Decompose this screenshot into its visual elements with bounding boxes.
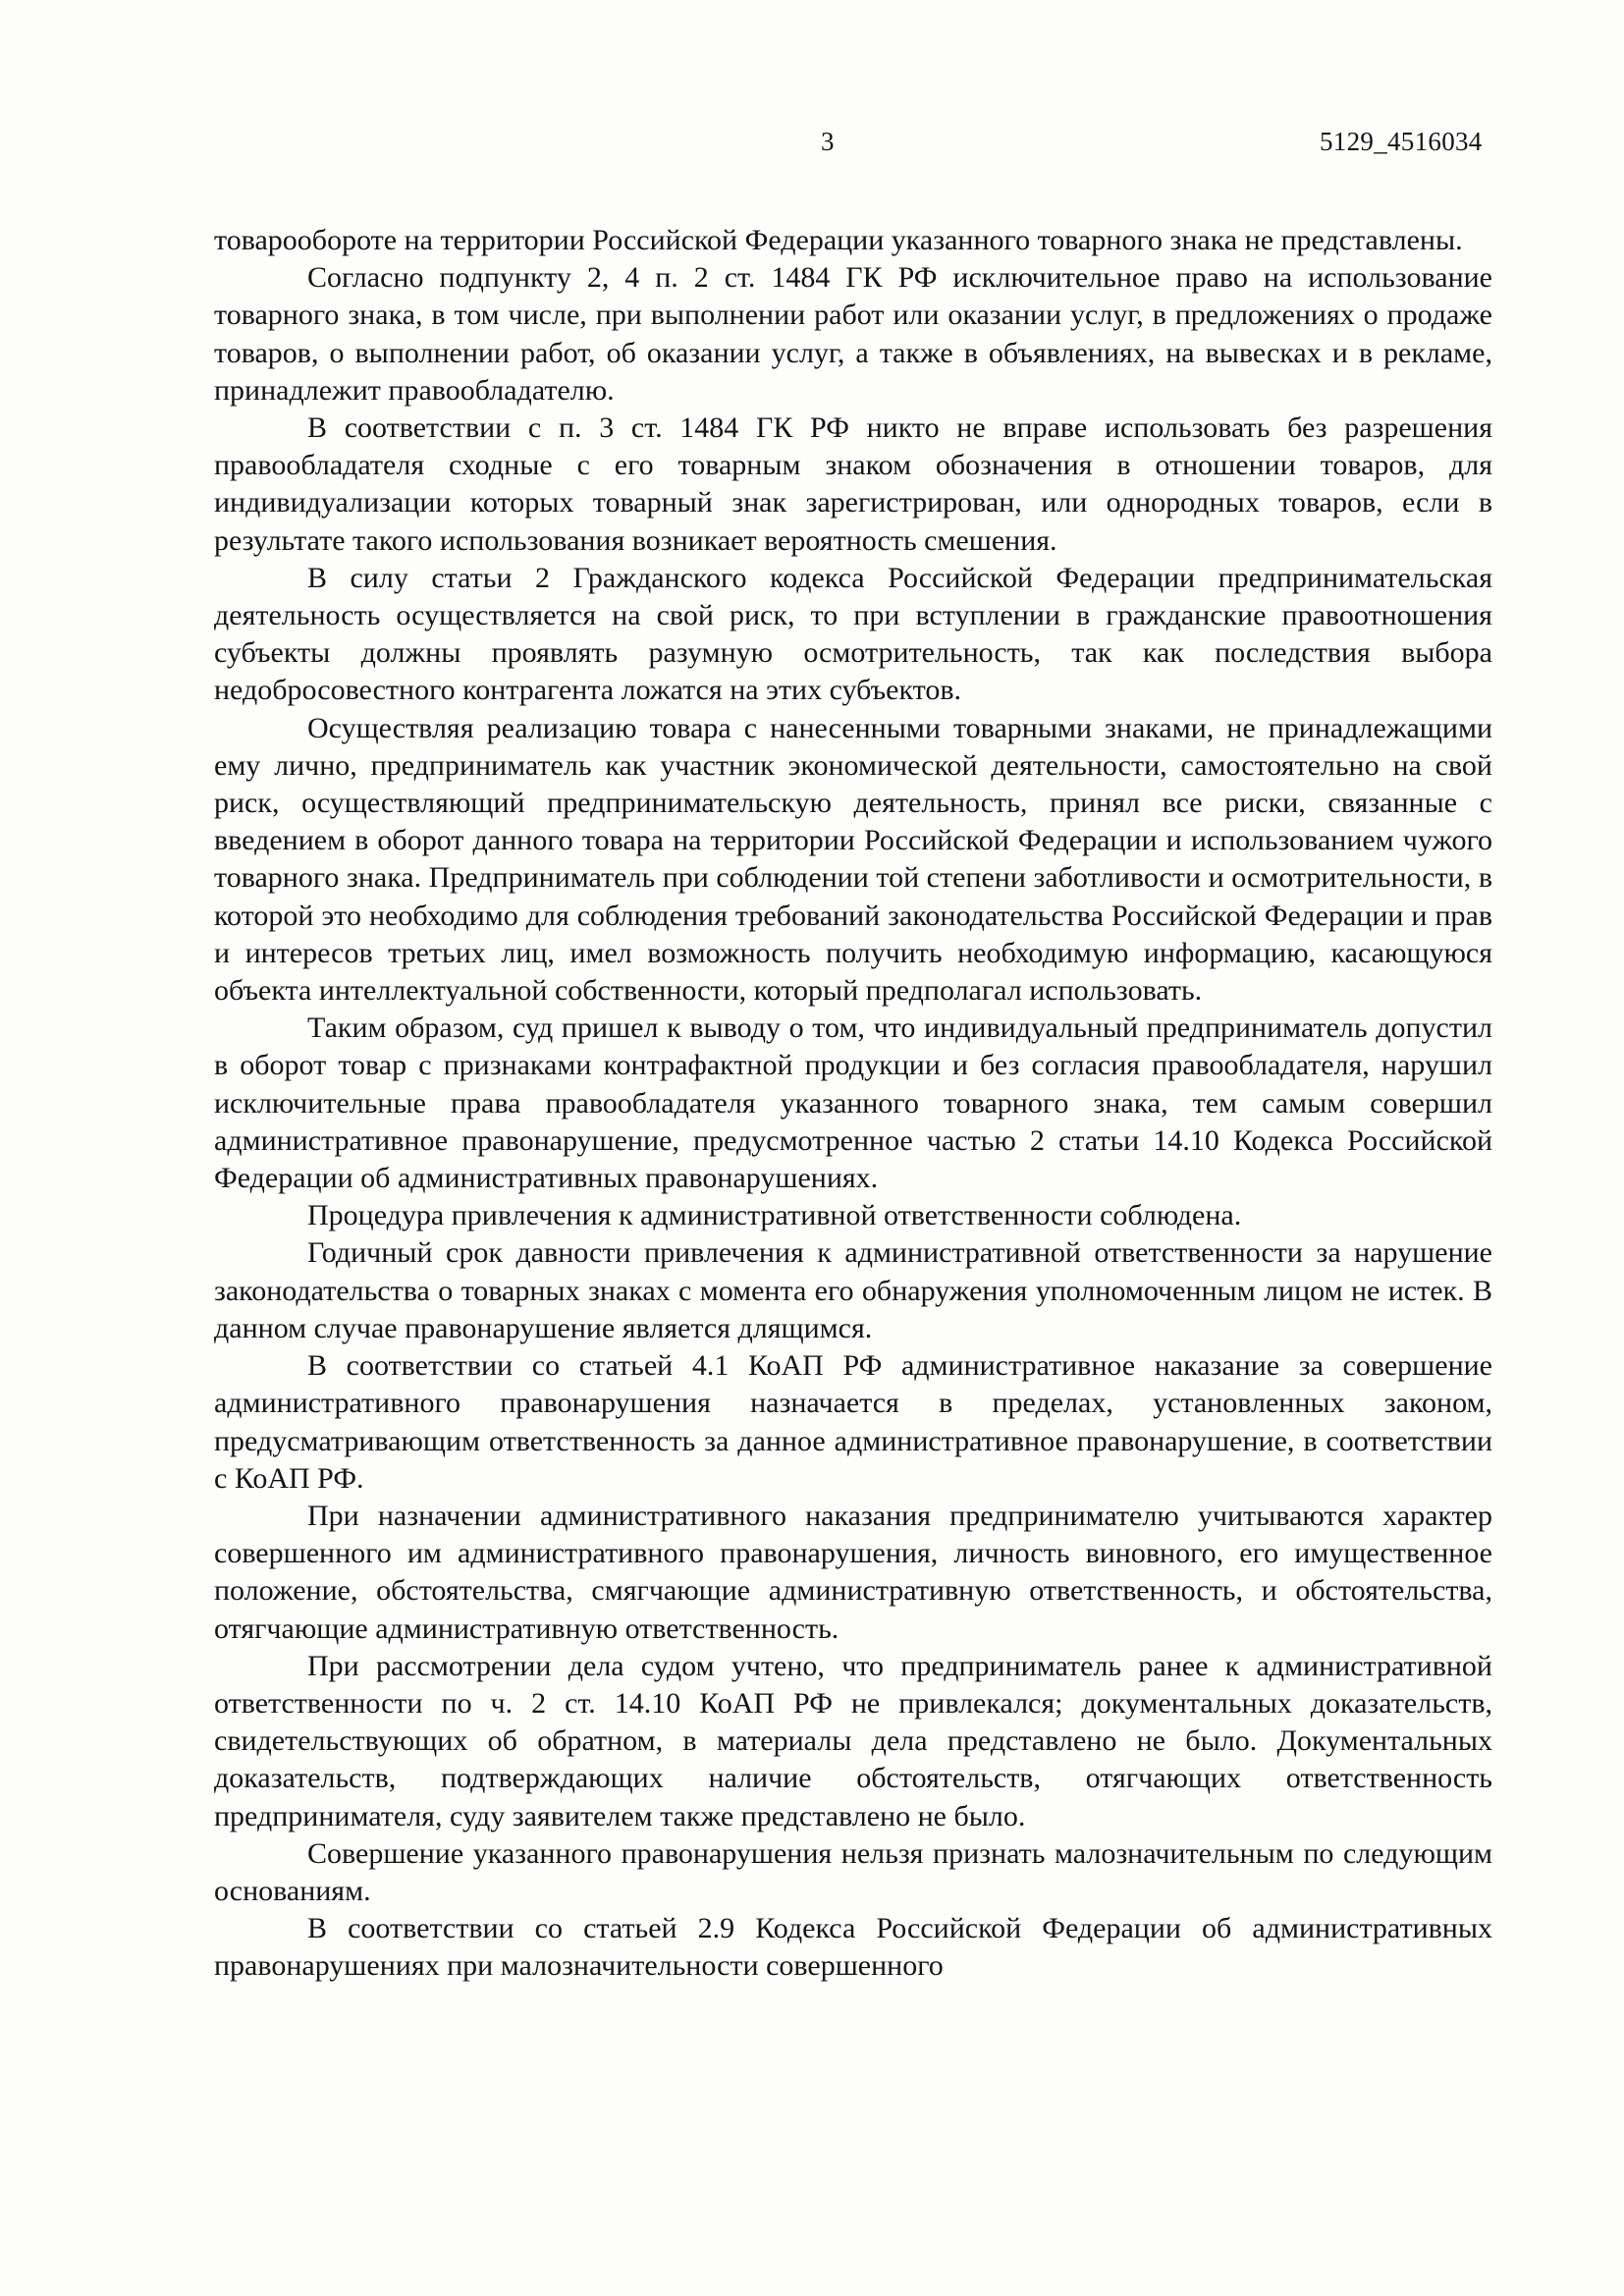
paragraph: Годичный срок давности привлечения к административной ответственности за нарушение законодательства о товарных знаках с момента его обнаружения уполномоченным лицом не истек. В данном случае правонарушение является длящимся. [214, 1236, 1492, 1344]
paragraph: В соответствии с п. 3 ст. 1484 ГК РФ никто не вправе использовать без разрешения правообладателя сходные с его товарным знаком обозначения в отношении товаров, для индивидуализации которых товарный знак зарегистрирован, или однородных товаров, если в результате такого использования возникает вероятность смешения. [214, 411, 1492, 557]
paragraph: В соответствии со статьей 4.1 КоАП РФ административное наказание за совершение административного правонарушения назначается в пределах, установленных законом, предусматривающим ответственность за данное административное правонарушение, в соответствии с КоАП РФ. [214, 1349, 1492, 1495]
paragraph: В силу статьи 2 Гражданского кодекса Российской Федерации предпринимательская деятельность осуществляется на свой риск, то при вступлении в гражданские правоотношения субъекты должны проявлять разумную осмотрительность, так как последствия выбора недобросовестного контрагента ложатся на этих субъектов. [214, 561, 1492, 707]
paragraph: Согласно подпункту 2, 4 п. 2 ст. 1484 ГК РФ исключительное право на использование товарного знака, в том числе, при выполнении работ или оказании услуг, в предложениях о продаже товаров, о выполнении работ, об оказании услуг, а также в объявлениях, на вывесках и в рекламе, принадлежит правообладателю. [214, 261, 1492, 407]
page-number: 3 [821, 127, 835, 156]
paragraph: Совершение указанного правонарушения нельзя признать малозначительным по следующим основаниям. [214, 1836, 1492, 1907]
document-id: 5129_4516034 [1320, 127, 1483, 156]
paragraph: При рассмотрении дела судом учтено, что предприниматель ранее к административной ответственности по ч. 2 ст. 14.10 КоАП РФ не привлекался; документальных доказательств, свидетельствующих об обратном, в материалы дела представлено не было. Документальных доказательств, подтверждающих наличие обстоятельств, отягчающих ответственность предпринимателя, суду заявителем также представлено не было. [214, 1649, 1492, 1832]
paragraph: Процедура привлечения к административной ответственности соблюдена. [307, 1199, 1242, 1232]
paragraph: В соответствии со статьей 2.9 Кодекса Российской Федерации об административных правонарушениях при малозначительности совершенного [214, 1912, 1492, 1983]
paragraph: Таким образом, суд пришел к выводу о том, что индивидуальный предприниматель допустил в оборот товар с признаками контрафактной продукции и без согласия правообладателя, нарушил исключительные права правообладателя указанного товарного знака, тем самым совершил административное правонарушение, предусмотренное частью 2 статьи 14.10 Кодекса Российской Федерации об административных правонарушениях. [214, 1011, 1492, 1195]
paragraph: Осуществляя реализацию товара с нанесенными товарными знаками, не принадлежащими ему лично, предприниматель как участник экономической деятельности, самостоятельно на свой риск, осуществляющий предпринимательскую деятельность, принял все риски, связанные с введением в оборот данного товара на территории Российской Федерации и использованием чужого товарного знака. Предприниматель при соблюдении той степени заботливости и осмотрительности, в которой это необходимо для соблюдения требований законодательства Российской Федерации и прав и интересов третьих лиц, имел возможность получить необходимую информацию, касающуюся объекта интеллектуальной собственности, который предполагал использовать. [214, 711, 1492, 1008]
document-body [214, 222, 1492, 1986]
paragraph: товарообороте на территории Российской Федерации указанного товарного знака не представлены. [214, 224, 1463, 256]
paragraph: При назначении административного наказания предпринимателю учитываются характер совершенного им административного правонарушения, личность виновного, его имущественное положение, обстоятельства, смягчающие административную ответственность, и обстоятельства, отягчающие административную ответственность. [214, 1499, 1492, 1645]
